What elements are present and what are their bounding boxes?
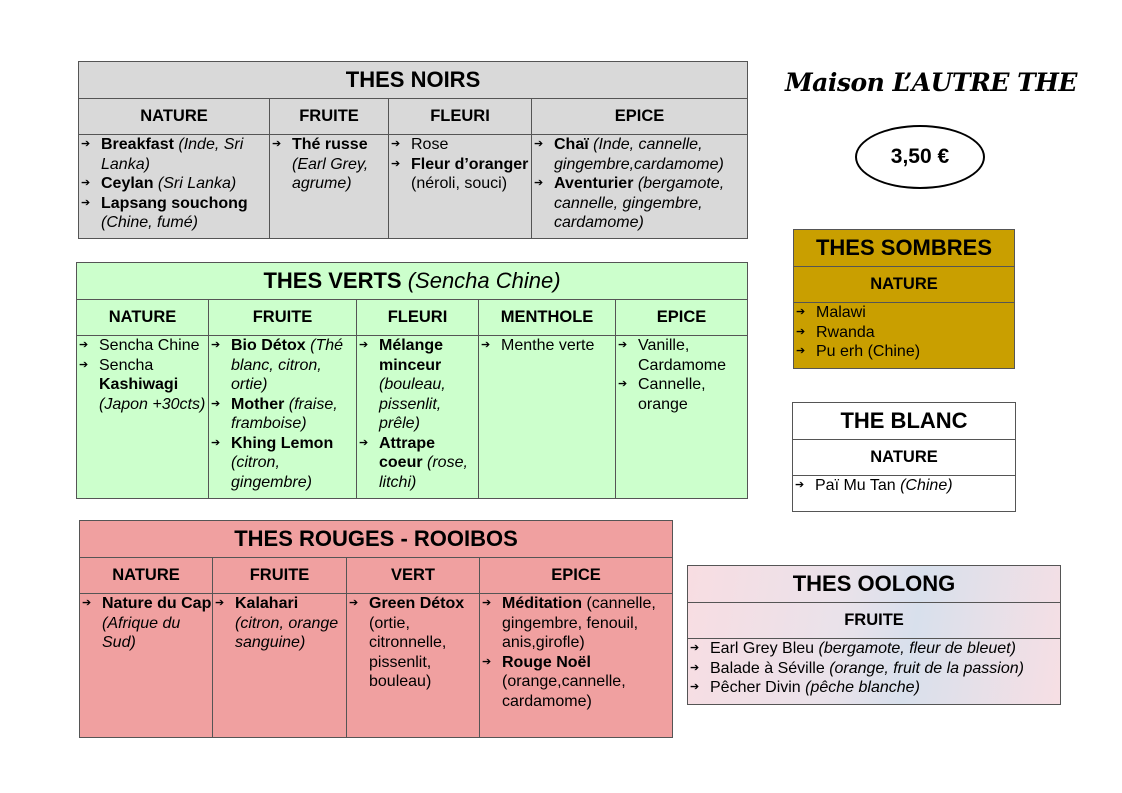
tea-list-epice <box>616 336 748 499</box>
tea-list-fleuri <box>357 336 479 499</box>
tea-item <box>389 155 531 194</box>
arrow-bullet-icon: ➔ <box>690 661 700 674</box>
arrow-bullet-icon: ➔ <box>349 597 359 609</box>
arrow-bullet-icon: ➔ <box>618 339 628 351</box>
tea-description: (Sri Lanka) <box>153 175 237 192</box>
arrow-bullet-icon: ➔ <box>79 358 89 371</box>
tea-description: (bergamote, fleur de bleuet) <box>818 640 1016 657</box>
tea-item <box>357 336 478 434</box>
tea-list <box>616 336 747 414</box>
tea-text: Malawi <box>816 304 866 321</box>
tea-list <box>209 336 356 492</box>
arrow-bullet-icon: ➔ <box>211 397 221 410</box>
tea-list-nature <box>793 476 1016 512</box>
tea-list-fruite <box>213 594 347 738</box>
tea-description: (citron, gingembre) <box>231 454 312 491</box>
column-header: NATURE <box>794 267 1015 303</box>
tea-list <box>347 594 479 692</box>
tea-description: (Earl Grey, agrume) <box>292 155 369 192</box>
tea-item <box>794 303 1014 323</box>
tea-list-fleuri <box>389 135 532 239</box>
tea-description: (Inde, Sri Lanka) <box>101 136 244 173</box>
arrow-bullet-icon: ➔ <box>481 339 491 351</box>
tea-list <box>80 594 212 653</box>
tea-name: Rouge Noël <box>502 653 591 671</box>
tea-item <box>77 356 208 415</box>
tea-item <box>79 174 269 194</box>
section-title: THES OOLONG <box>688 566 1061 603</box>
tea-name: Mother <box>231 395 285 413</box>
column-header: FLEURI <box>389 99 532 135</box>
tea-item <box>347 594 479 692</box>
column-header: FRUITE <box>213 558 347 594</box>
arrow-bullet-icon: ➔ <box>211 436 221 449</box>
tea-list <box>77 336 208 414</box>
column-header: EPICE <box>480 558 673 594</box>
tea-text: (cannelle, gingembre, fenouil, anis,girofle) <box>502 595 656 651</box>
tea-description: (fraise, framboise) <box>231 395 338 432</box>
tea-list-nature <box>79 135 270 239</box>
tea-name: Lapsang souchong <box>101 194 248 212</box>
tea-text: Balade à Séville <box>710 659 830 677</box>
column-header: FRUITE <box>688 603 1061 639</box>
tea-list <box>793 476 1015 496</box>
tea-name: Fleur d’oranger <box>411 155 529 173</box>
tea-item <box>79 135 269 174</box>
tea-list <box>532 135 747 233</box>
arrow-bullet-icon: ➔ <box>618 378 628 390</box>
arrow-bullet-icon: ➔ <box>391 157 401 170</box>
thes-verts-table <box>76 262 748 499</box>
thes-oolong-table <box>687 565 1061 705</box>
tea-description: (Inde, cannelle, gingembre,cardamome) <box>554 136 724 173</box>
arrow-bullet-icon: ➔ <box>215 597 225 609</box>
section-title: THES VERTS <box>263 268 402 293</box>
tea-description: (citron, orange sanguine) <box>235 614 339 651</box>
section-title: THES SOMBRES <box>794 230 1015 267</box>
tea-list <box>389 135 531 194</box>
section-title: THES ROUGES - ROOIBOS <box>80 521 673 558</box>
tea-item <box>209 395 356 434</box>
tea-item <box>532 174 747 233</box>
tea-name: Ceylan <box>101 175 154 192</box>
arrow-bullet-icon: ➔ <box>796 325 806 338</box>
tea-text: Rose <box>411 136 449 153</box>
tea-list <box>79 135 269 233</box>
tea-name: Green Détox <box>369 595 465 612</box>
column-header: NATURE <box>77 300 209 336</box>
tea-item <box>270 135 388 194</box>
column-header: FRUITE <box>209 300 357 336</box>
tea-item <box>794 342 1014 362</box>
tea-list <box>270 135 388 194</box>
brand-title: Maison L’AUTRE THE <box>785 68 1077 97</box>
arrow-bullet-icon: ➔ <box>359 436 369 449</box>
thes-sombres-table <box>793 229 1015 369</box>
tea-item <box>389 135 531 155</box>
tea-text: Cannelle, orange <box>638 376 706 413</box>
arrow-bullet-icon: ➔ <box>81 138 91 150</box>
tea-item <box>213 594 346 653</box>
tea-item <box>616 336 747 375</box>
tea-item <box>793 476 1015 496</box>
tea-item <box>80 594 212 653</box>
tea-description: (rose, litchi) <box>379 454 468 491</box>
tea-item <box>688 639 1060 659</box>
arrow-bullet-icon: ➔ <box>534 138 544 150</box>
arrow-bullet-icon: ➔ <box>796 306 806 318</box>
tea-item <box>616 375 747 414</box>
section-subtitle: (Sencha Chine) <box>407 268 561 293</box>
tea-list <box>688 639 1060 698</box>
column-header: EPICE <box>532 99 748 135</box>
tea-name: Aventurier <box>554 175 634 192</box>
column-header: FRUITE <box>270 99 389 135</box>
tea-item <box>77 336 208 356</box>
arrow-bullet-icon: ➔ <box>272 138 282 150</box>
tea-list-nature <box>77 336 209 499</box>
tea-list <box>357 336 478 492</box>
column-header: VERT <box>347 558 480 594</box>
arrow-bullet-icon: ➔ <box>690 642 700 654</box>
arrow-bullet-icon: ➔ <box>82 597 92 609</box>
tea-description: (Afrique du Sud) <box>102 614 181 651</box>
arrow-bullet-icon: ➔ <box>795 479 805 491</box>
tea-text: (ortie, citronnelle, pissenlit, bouleau) <box>369 614 447 690</box>
tea-list <box>479 336 615 356</box>
arrow-bullet-icon: ➔ <box>359 339 369 351</box>
tea-item <box>357 434 478 493</box>
tea-description: (bouleau, pissenlit, prêle) <box>379 376 446 432</box>
the-blanc-table <box>792 402 1016 512</box>
thes-rouges-table <box>79 520 673 738</box>
tea-item <box>479 336 615 356</box>
tea-text: Menthe verte <box>501 337 595 354</box>
arrow-bullet-icon: ➔ <box>391 138 401 150</box>
arrow-bullet-icon: ➔ <box>534 177 544 189</box>
tea-item <box>209 434 356 493</box>
tea-name: Attrape coeur <box>379 434 436 471</box>
tea-name: Bio Détox <box>231 337 306 354</box>
tea-text: Sencha <box>99 356 154 374</box>
tea-description: (orange, fruit de la passion) <box>829 659 1024 677</box>
tea-list <box>213 594 346 653</box>
tea-list-fruite <box>270 135 389 239</box>
arrow-bullet-icon: ➔ <box>482 597 492 609</box>
column-header: NATURE <box>80 558 213 594</box>
column-header: EPICE <box>616 300 748 336</box>
arrow-bullet-icon: ➔ <box>81 177 91 189</box>
tea-name: Mélange minceur <box>379 337 444 374</box>
tea-list <box>480 594 672 711</box>
tea-text: Vanille, Cardamome <box>638 337 727 374</box>
column-header: MENTHOLE <box>479 300 616 336</box>
column-header: FLEURI <box>357 300 479 336</box>
tea-text: Rwanda <box>816 323 875 341</box>
tea-text: Paï Mu Tan <box>815 477 901 494</box>
tea-text: Earl Grey Bleu <box>710 640 819 657</box>
tea-list-vert <box>347 594 480 738</box>
tea-name: Kalahari <box>235 595 299 612</box>
tea-description: (Chine) <box>900 477 953 494</box>
tea-text: Pu erh (Chine) <box>816 343 921 360</box>
tea-item <box>480 594 672 653</box>
arrow-bullet-icon: ➔ <box>81 196 91 209</box>
tea-name: Chaï <box>554 136 589 153</box>
tea-list-nature <box>794 303 1015 369</box>
tea-name: Kashiwagi <box>99 376 179 393</box>
tea-name: Breakfast <box>101 136 174 153</box>
arrow-bullet-icon: ➔ <box>211 339 221 351</box>
tea-list-nature <box>80 594 213 738</box>
tea-text: Sencha Chine <box>99 337 200 354</box>
tea-list-epice <box>480 594 673 738</box>
tea-list-fruite <box>209 336 357 499</box>
tea-name: Nature du Cap <box>102 595 212 612</box>
tea-list <box>794 303 1014 362</box>
thes-noirs-table <box>78 61 748 239</box>
column-header: NATURE <box>79 99 270 135</box>
tea-list-fruite <box>688 639 1061 705</box>
tea-list-epice <box>532 135 748 239</box>
tea-description: (Japon +30cts) <box>99 395 206 413</box>
section-title: THE BLANC <box>793 403 1016 440</box>
tea-text: (néroli, souci) <box>411 175 508 192</box>
tea-description: (pêche blanche) <box>805 679 920 696</box>
column-header: NATURE <box>793 440 1016 476</box>
tea-list-menthole <box>479 336 616 499</box>
tea-item <box>688 678 1060 698</box>
tea-description: (bergamote, cannelle, gingembre, cardamome) <box>554 175 725 231</box>
tea-item <box>532 135 747 174</box>
section-title: THES NOIRS <box>79 62 748 99</box>
tea-name: Khing Lemon <box>231 434 334 452</box>
arrow-bullet-icon: ➔ <box>796 345 806 357</box>
tea-description: (Chine, fumé) <box>101 214 198 231</box>
arrow-bullet-icon: ➔ <box>690 681 700 693</box>
arrow-bullet-icon: ➔ <box>79 339 89 351</box>
tea-item <box>480 653 672 712</box>
tea-item <box>688 659 1060 679</box>
tea-text: Pêcher Divin <box>710 679 806 696</box>
tea-name: Thé russe <box>292 136 368 153</box>
arrow-bullet-icon: ➔ <box>482 655 492 668</box>
price-badge: 3,50 € <box>855 125 985 189</box>
tea-name: Méditation <box>502 595 582 612</box>
tea-item <box>209 336 356 395</box>
tea-text: (orange,cannelle, cardamome) <box>502 673 626 710</box>
tea-item <box>79 194 269 233</box>
tea-description: (Thé blanc, citron, ortie) <box>231 337 344 393</box>
tea-item <box>794 323 1014 343</box>
